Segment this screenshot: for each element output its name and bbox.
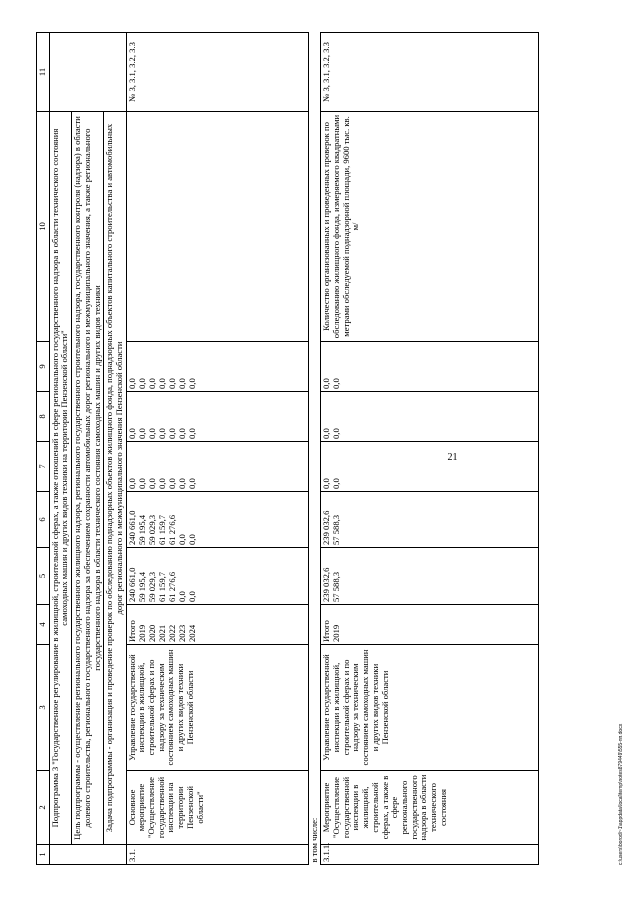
table-row bbox=[126, 33, 308, 865]
header-col-5: 5 bbox=[37, 548, 50, 605]
executor: Управление государственной инспекции в жилищной, строительной сферах и по надзору за техническим состоянием самоходных машин и других видов техники Пензенской области bbox=[321, 645, 539, 771]
measure-name: Основное мероприятие "Осуществление государственной инспекции на территории Пензенской области" bbox=[126, 771, 308, 845]
total-values: 240 661,0 59 195,4 59 029,3 61 159,7 61 276,6 0,0 0,0 bbox=[126, 548, 308, 605]
indicator: Количество организованных и проведенных проверок по обследованию жилищного фонда, измеряемого квадратными метрами обследуемой поднадзорной площади, 9600 тыс. кв. м/ bbox=[321, 112, 539, 342]
task-text: Задача подпрограммы - организация и проведение проверок по обследованию поднадзорных объектов жилищного фонда, поднадзорных объектов капитального строительства и автомобильных дорог регионального и межмуниципального значения Пензенской области bbox=[104, 112, 126, 845]
header-col-11: 11 bbox=[37, 33, 50, 112]
col9-values: 0,0 0,0 0,0 0,0 0,0 0,0 0,0 bbox=[126, 342, 308, 392]
header-col-9: 9 bbox=[37, 342, 50, 392]
goal-text: Цель подпрограммы - осуществление регионального государственного жилищного надзора, регионального государственного строительного надзора, государственного контроля (надзора) в области долевого строительства, регионального государственного надзора за обеспечением сохранности автомобильных дорог регионального и межмуниципального значения, а также регионального государственного надзора в области технического состояния самоходных машин и других видов техники bbox=[72, 112, 104, 845]
col8-values: 0,0 0,0 0,0 0,0 0,0 0,0 0,0 bbox=[126, 392, 308, 442]
total-values: 239 032,6 57 588,3 bbox=[321, 548, 539, 605]
header-col-3: 3 bbox=[37, 645, 50, 771]
header-col-4: 4 bbox=[37, 605, 50, 645]
header-col-1: 1 bbox=[37, 845, 50, 865]
header-row bbox=[37, 33, 50, 865]
table-row bbox=[321, 33, 539, 865]
col9-values: 0,0 0,0 bbox=[321, 342, 539, 392]
header-col-7: 7 bbox=[37, 442, 50, 492]
regional-budget-values: 239 032,6 57 588,3 bbox=[321, 492, 539, 548]
executor: Управление государственной инспекции в жилищной, строительной сферах и по надзору за техническим состоянием самоходных машин и других видов техники Пензенской области bbox=[126, 645, 308, 771]
header-col-8: 8 bbox=[37, 392, 50, 442]
header-col-6: 6 bbox=[37, 492, 50, 548]
col7-values: 0,0 0,0 bbox=[321, 442, 539, 492]
col7-values: 0,0 0,0 0,0 0,0 0,0 0,0 0,0 bbox=[126, 442, 308, 492]
years: Итого 2019 2020 2021 2022 2023 2024 bbox=[126, 605, 308, 645]
header-col-10: 10 bbox=[37, 112, 50, 342]
measure-name: Мероприятие "Осуществление государственной инспекции в жилищной, строительной сферах, а также в сфере регионального государственного надзора в области технического состояния bbox=[321, 771, 539, 845]
header-col-2: 2 bbox=[37, 771, 50, 845]
subprogram-title: Подпрограмма 3 "Государственное регулирование в жилищной, строительной сферах, а также отношений в сфере регионального государственного надзора в области технического состояния самоходных машин и других видов техники на территории Пензенской области" bbox=[49, 112, 71, 845]
footer-path: c:\users\borodi~1\appdata\local\temp\notes879449\555-пп.docx bbox=[618, 723, 624, 865]
row-number: 3.1.1. bbox=[321, 845, 539, 865]
row-number: 3.1. bbox=[126, 845, 308, 865]
indicator-refs: № 3, 3.1, 3.2, 3.3 bbox=[321, 33, 539, 112]
program-table bbox=[36, 32, 539, 865]
in-total-label: в том числе: bbox=[308, 817, 319, 863]
indicator bbox=[126, 112, 308, 342]
years: Итого 2019 bbox=[321, 605, 539, 645]
page-number: 21 bbox=[447, 452, 458, 463]
col8-values: 0,0 0,0 bbox=[321, 392, 539, 442]
regional-budget-values: 240 661,0 59 195,4 59 029,3 61 159,7 61 276,6 0,0 0,0 bbox=[126, 492, 308, 548]
indicator-refs: № 3, 3.1, 3.2, 3.3 bbox=[126, 33, 308, 112]
